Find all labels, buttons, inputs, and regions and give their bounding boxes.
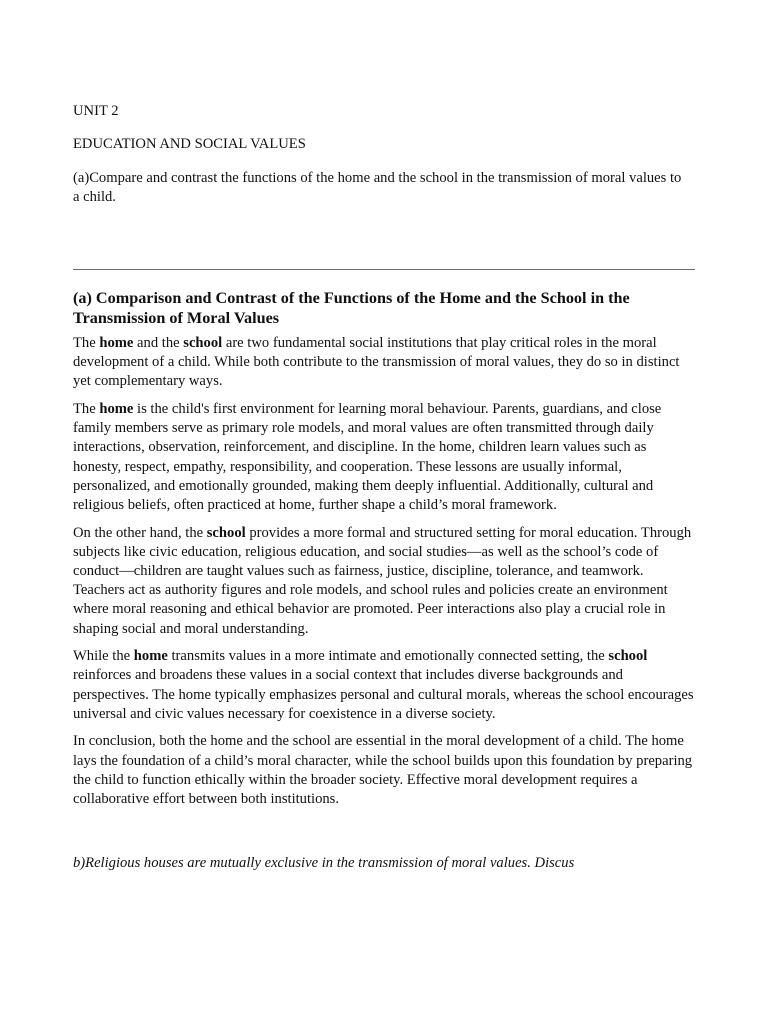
unit-label: UNIT 2: [73, 103, 119, 119]
text-run: are two fundamental social institutions that play critical roles in the moral development of a child. While both contribute to the transmission of moral values, they do so in distinct yet complementary ways.: [73, 335, 680, 390]
paragraph-intro: [73, 334, 695, 392]
question-a: (a)Compare and contrast the functions of the home and the school in the transmission of moral values to a child.: [73, 170, 682, 205]
answer-body: [73, 334, 695, 818]
question-b: b)Religious houses are mutually exclusive in the transmission of moral values. Discus: [73, 855, 575, 871]
text-run: The: [73, 401, 100, 417]
text-run: On the other hand, the: [73, 524, 207, 541]
text-run: transmits values in a more intimate and emotionally connected setting, the: [167, 648, 609, 665]
horizontal-divider: [73, 269, 695, 270]
text-run: and the: [133, 335, 184, 351]
text-run: provides a more formal and structured setting for moral education. Through subjects like civic education, religious education, and social studies—as well as the school’s code of conduct—children are taught values such as fairness, justice, discipline, tolerance, and teamwork. Teachers act as authority figures and role models, and school rules and policies create an environment where moral reasoning and ethical behavior are promoted. Peer interactions also play a crucial role in shaping social and moral understanding.: [73, 524, 692, 637]
bold-term-school: school: [608, 648, 648, 665]
bold-term-home: home: [99, 401, 134, 417]
answer-heading: (a) Comparison and Contrast of the Functions of the Home and the School in the Transmission of Moral Values: [73, 289, 630, 327]
bold-term-home: home: [133, 648, 168, 665]
text-run: In conclusion, both the home and the school are essential in the moral development of a child. The home lays the foundation of a child’s moral character, while the school builds upon this foundation by preparing the child to function ethically within the broader society. Effective moral development requires a collaborative effort between both institutions.: [73, 733, 693, 808]
paragraph-school: [73, 524, 695, 639]
bold-term-home: home: [99, 335, 134, 351]
text-run: While the: [73, 648, 134, 665]
bold-term-school: school: [183, 335, 223, 351]
paragraph-contrast: [73, 647, 695, 724]
text-run: is the child's first environment for learning moral behaviour. Parents, guardians, and close family members serve as primary role models, and moral values are often transmitted through daily interactions, observation, reinforcement, and discipline. In the home, children learn values such as honesty, respect, empathy, responsibility, and cooperation. These lessons are usually informal, personalized, and emotionally grounded, making them deeply influential. Additionally, cultural and religious beliefs, often practiced at home, further shape a child’s moral framework.: [73, 401, 662, 514]
subject-title: EDUCATION AND SOCIAL VALUES: [73, 136, 306, 152]
paragraph-conclusion: [73, 732, 695, 809]
text-run: reinforces and broadens these values in a social context that includes diverse backgrounds and perspectives. The home typically emphasizes personal and cultural morals, whereas the school encourages universal and civic values necessary for coexistence in a diverse society.: [73, 667, 694, 722]
bold-term-school: school: [206, 524, 246, 541]
text-run: The: [73, 335, 100, 351]
paragraph-home: [73, 400, 695, 515]
